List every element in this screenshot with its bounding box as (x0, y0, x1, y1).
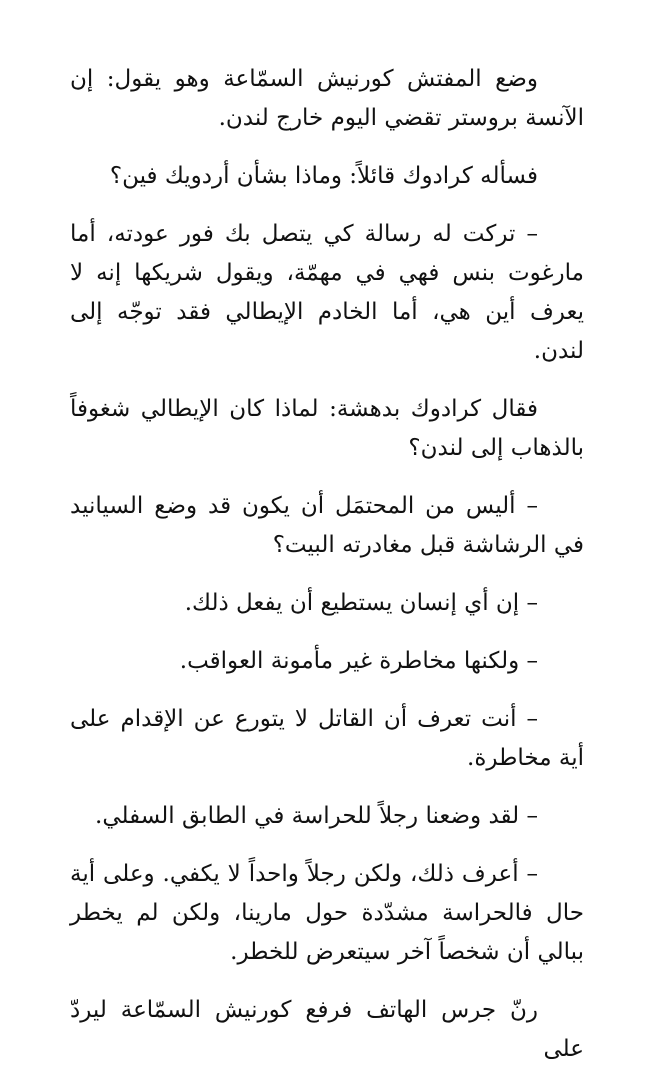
paragraph: – أليس من المحتمَل أن يكون قد وضع السيانيد في الرشاشة قبل مغادرته البيت؟ (70, 493, 584, 558)
paragraph: فقال كرادوك بدهشة: لماذا كان الإيطالي شغوفاً بالذهاب إلى لندن؟ (70, 396, 584, 461)
paragraph: – ولكنها مخاطرة غير مأمونة العواقب. (179, 648, 538, 674)
paragraph: – تركت له رسالة كي يتصل بك فور عودته، أما مارغوت بنس فهي في مهمّة، ويقول شريكها إنه لا يعرف أين هي، أما الخادم الإيطالي فقد توجّه إلى لندن. (70, 221, 584, 364)
book-page (0, 60, 651, 1069)
paragraph: – إن أي إنسان يستطيع أن يفعل ذلك. (184, 590, 538, 616)
paragraph: – لقد وضعنا رجلاً للحراسة في الطابق السفلي. (95, 803, 538, 829)
paragraph: رنّ جرس الهاتف فرفع كورنيش السمّاعة ليردّ على (70, 997, 584, 1062)
paragraph: وضع المفتش كورنيش السمّاعة وهو يقول: إن الآنسة بروستر تقضي اليوم خارج لندن. (70, 66, 584, 131)
paragraph: – أعرف ذلك، ولكن رجلاً واحداً لا يكفي. وعلى أية حال فالحراسة مشدّدة حول مارينا، ولكن لم يخطر ببالي أن شخصاً آخر سيتعرض للخطر. (70, 861, 584, 965)
paragraph: – أنت تعرف أن القاتل لا يتورع عن الإقدام على أية مخاطرة. (70, 706, 584, 771)
paragraph: فسأله كرادوك قائلاً: وماذا بشأن أردويك فين؟ (109, 163, 538, 189)
